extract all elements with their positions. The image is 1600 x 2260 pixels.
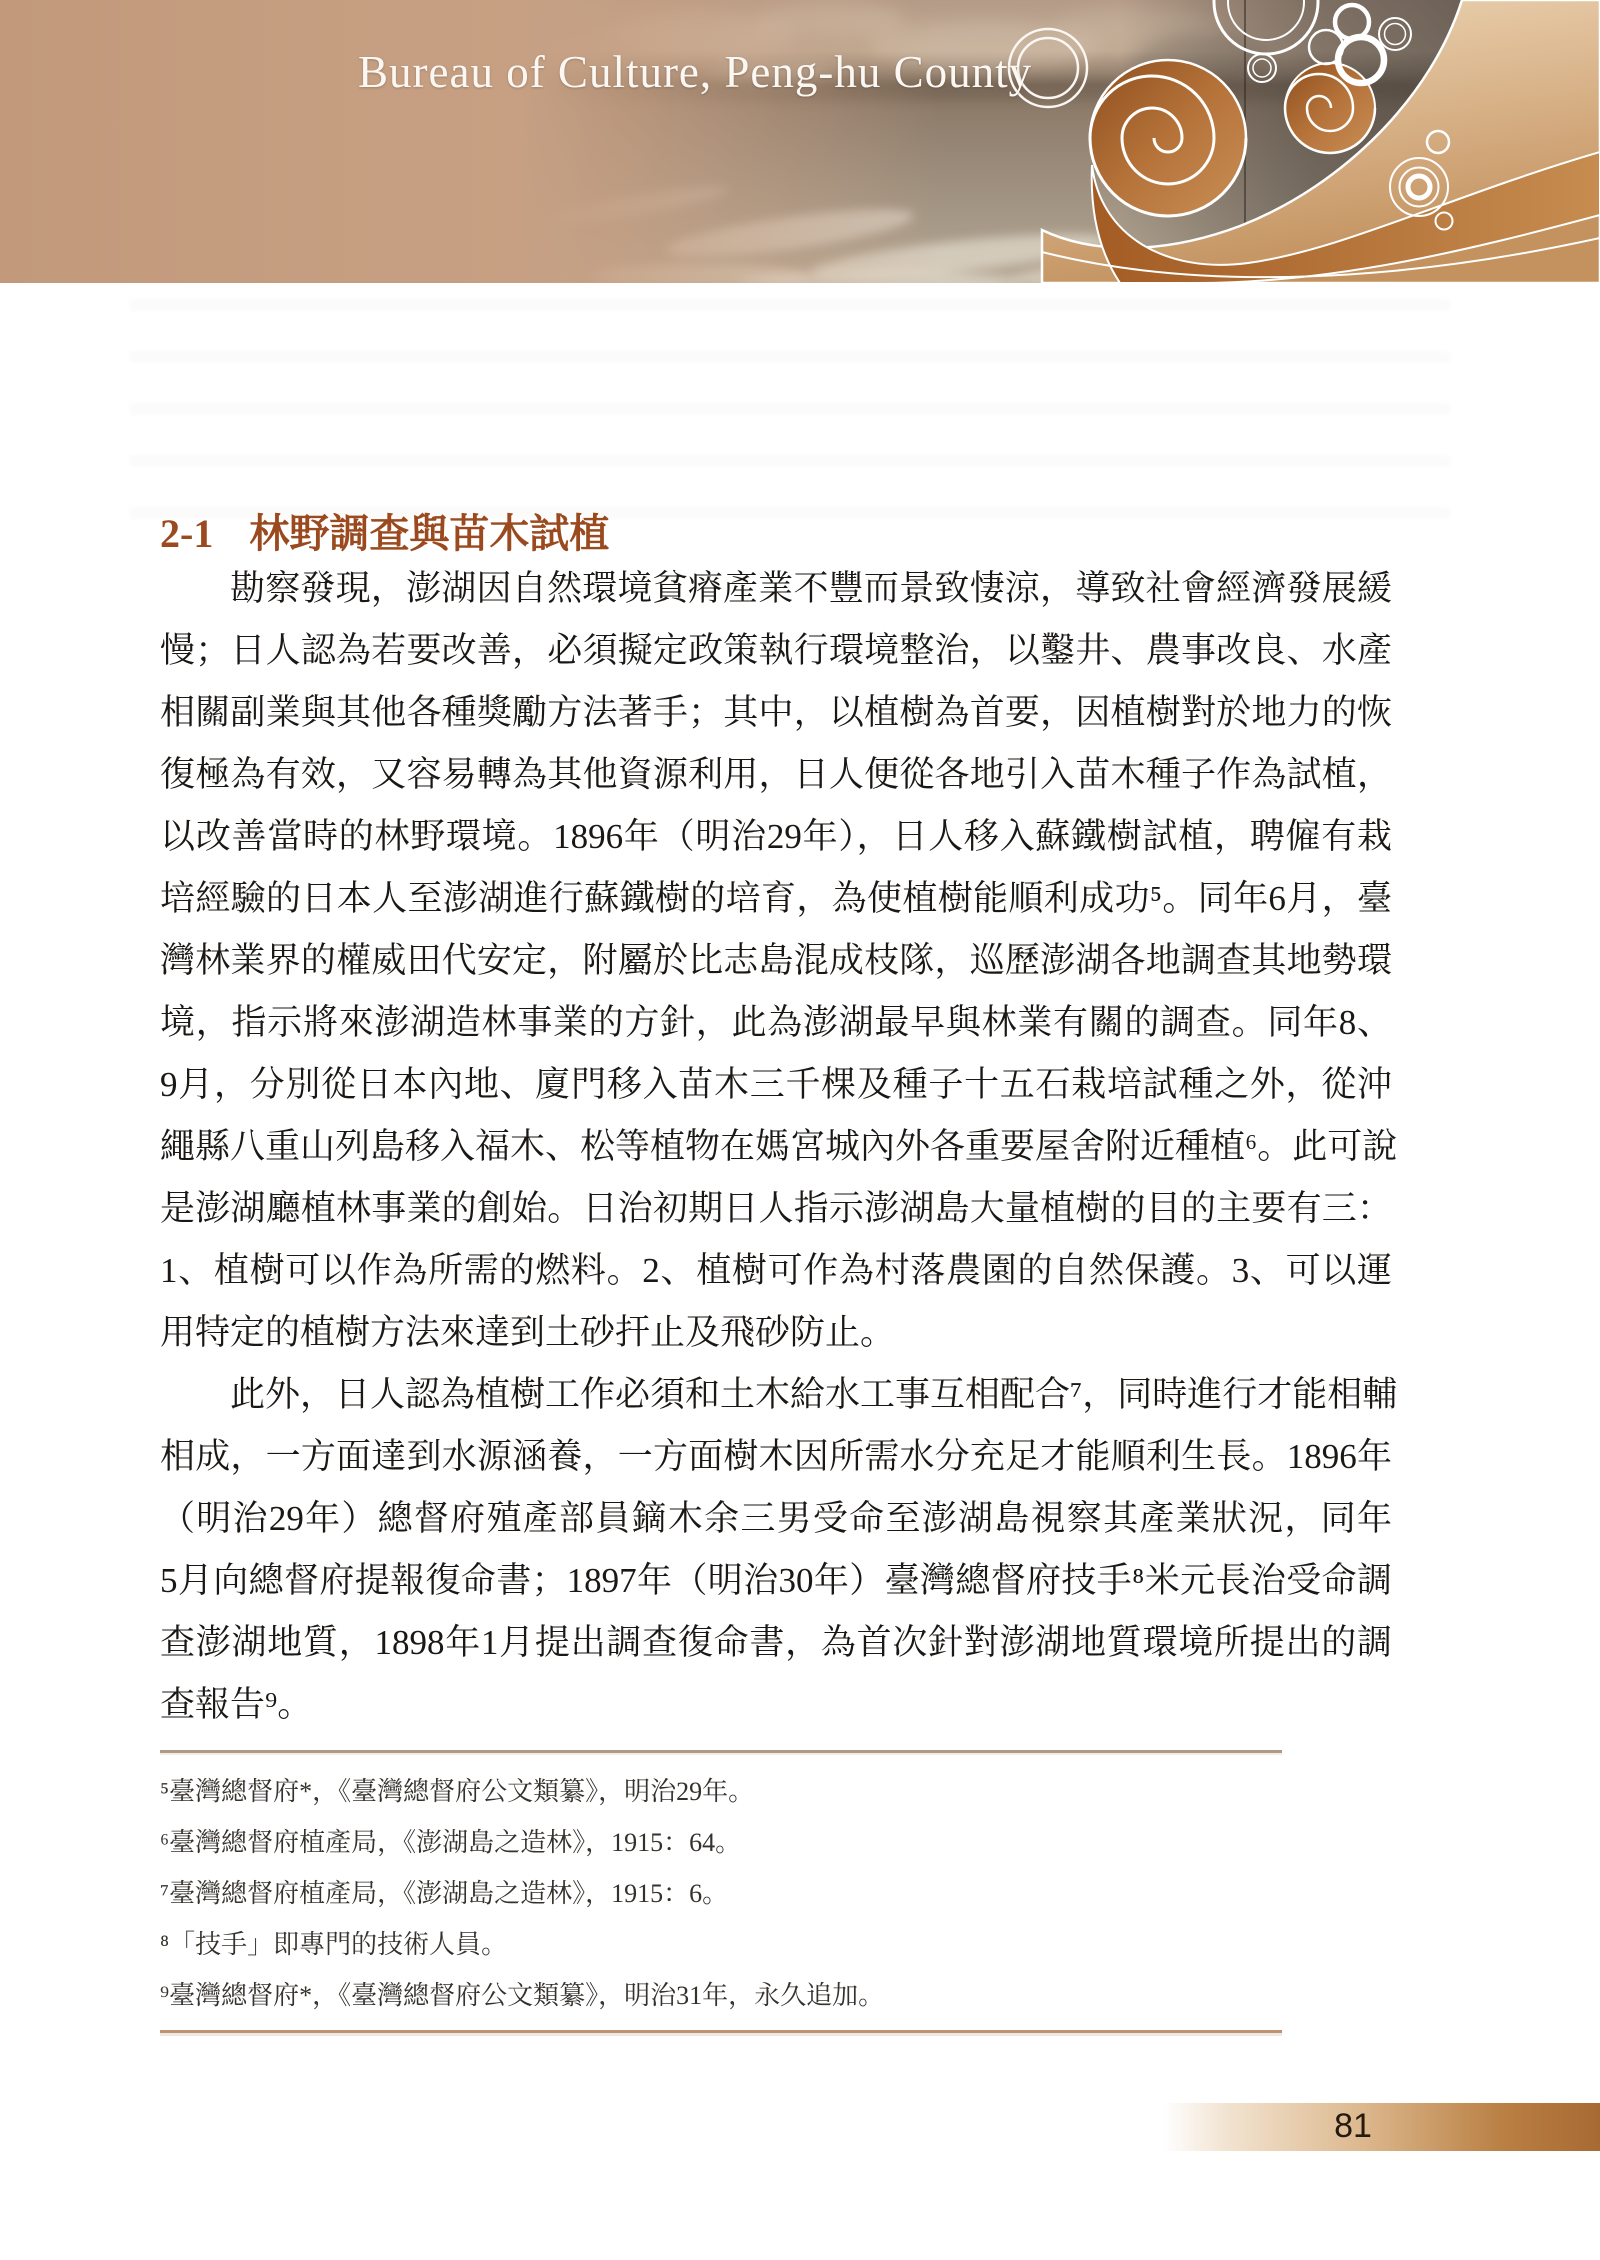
page-number-bar — [1163, 2103, 1600, 2151]
body-line: 查澎湖地質，1898年1月提出調查復命書，為首次針對澎湖地質環境所提出的調 — [160, 1623, 1392, 1662]
body-line: 9月，分別從日本內地、廈門移入苗木三千棵及種子十五石栽培試種之外，從沖 — [160, 1065, 1392, 1104]
body-line: 1、植樹可以作為所需的燃料。2、植樹可作為村落農園的自然保護。3、可以運 — [160, 1251, 1392, 1290]
footnote: ⁸「技手」即專門的技術人員。 — [160, 1930, 508, 1959]
body-line: 境，指示將來澎湖造林事業的方針，此為澎湖最早與林業有關的調查。同年8、 — [160, 1003, 1392, 1042]
banner-left-gradient — [0, 0, 940, 283]
body-line: 以改善當時的林野環境。1896年（明治29年），日人移入蘇鐵樹試植，聘僱有栽 — [160, 817, 1392, 856]
footnote: ⁷臺灣總督府植產局，《澎湖島之造林》，1915：6。 — [160, 1879, 729, 1908]
footnote: ⁹臺灣總督府*，《臺灣總督府公文類纂》，明治31年，永久追加。 — [160, 1981, 885, 2010]
footnote: ⁵臺灣總督府*，《臺灣總督府公文類纂》，明治29年。 — [160, 1777, 755, 1806]
body-line: 灣林業界的權威田代安定，附屬於比志島混成枝隊，巡歷澎湖各地調查其地勢環 — [160, 941, 1392, 980]
body-line: 用特定的植樹方法來達到土砂扞止及飛砂防止。 — [160, 1313, 896, 1352]
body-line: 勘察發現，澎湖因自然環境貧瘠產業不豐而景致悽涼，導致社會經濟發展緩 — [230, 569, 1392, 608]
body-line: 查報告⁹。 — [160, 1685, 313, 1724]
banner-artwork — [0, 0, 1600, 283]
body-line: 5月向總督府提報復命書；1897年（明治30年）臺灣總督府技手⁸米元長治受命調 — [160, 1561, 1392, 1600]
section-heading — [160, 510, 609, 558]
body-line: 復極為有效，又容易轉為其他資源利用，日人便從各地引入苗木種子作為試植， — [160, 755, 1392, 794]
body-line: 相成，一方面達到水源涵養，一方面樹木因所需水分充足才能順利生長。1896年 — [160, 1437, 1392, 1476]
body-line: 培經驗的日本人至澎湖進行蘇鐵樹的培育，為使植樹能順利成功⁵。同年6月，臺 — [160, 879, 1392, 918]
body-line: 相關副業與其他各種獎勵方法著手；其中，以植樹為首要，因植樹對於地力的恢 — [160, 693, 1392, 732]
body-line: 繩縣八重山列島移入福木、松等植物在媽宮城內外各重要屋舍附近種植⁶。此可說 — [160, 1127, 1398, 1166]
section-title: 林野調查與苗木試植 — [249, 511, 610, 556]
footnote: ⁶臺灣總督府植產局，《澎湖島之造林》，1915：64。 — [160, 1828, 742, 1857]
page-number: 81 — [1334, 2107, 1372, 2145]
bureau-title: Bureau of Culture, Peng-hu County — [358, 47, 1033, 97]
body-line: （明治29年）總督府殖產部員鏑木余三男受命至澎湖島視察其產業狀況，同年 — [160, 1499, 1392, 1538]
body-text — [160, 558, 1398, 1736]
body-line: 此外，日人認為植樹工作必須和土木給水工事互相配合⁷，同時進行才能相輔 — [230, 1375, 1398, 1414]
spiral-curl-small — [1285, 63, 1375, 153]
header-banner — [0, 0, 1600, 283]
body-line: 慢；日人認為若要改善，必須擬定政策執行環境整治，以鑿井、農事改良、水產 — [160, 631, 1392, 670]
spiral-curl-large — [1090, 60, 1246, 216]
body-line: 是澎湖廳植林事業的創始。日治初期日人指示澎湖島大量植樹的目的主要有三： — [160, 1189, 1392, 1228]
section-number: 2-1 — [160, 511, 214, 556]
footnote-list — [160, 1753, 1282, 2021]
footnotes-section — [160, 1750, 1282, 2033]
footnote-divider-bottom — [160, 2030, 1282, 2033]
